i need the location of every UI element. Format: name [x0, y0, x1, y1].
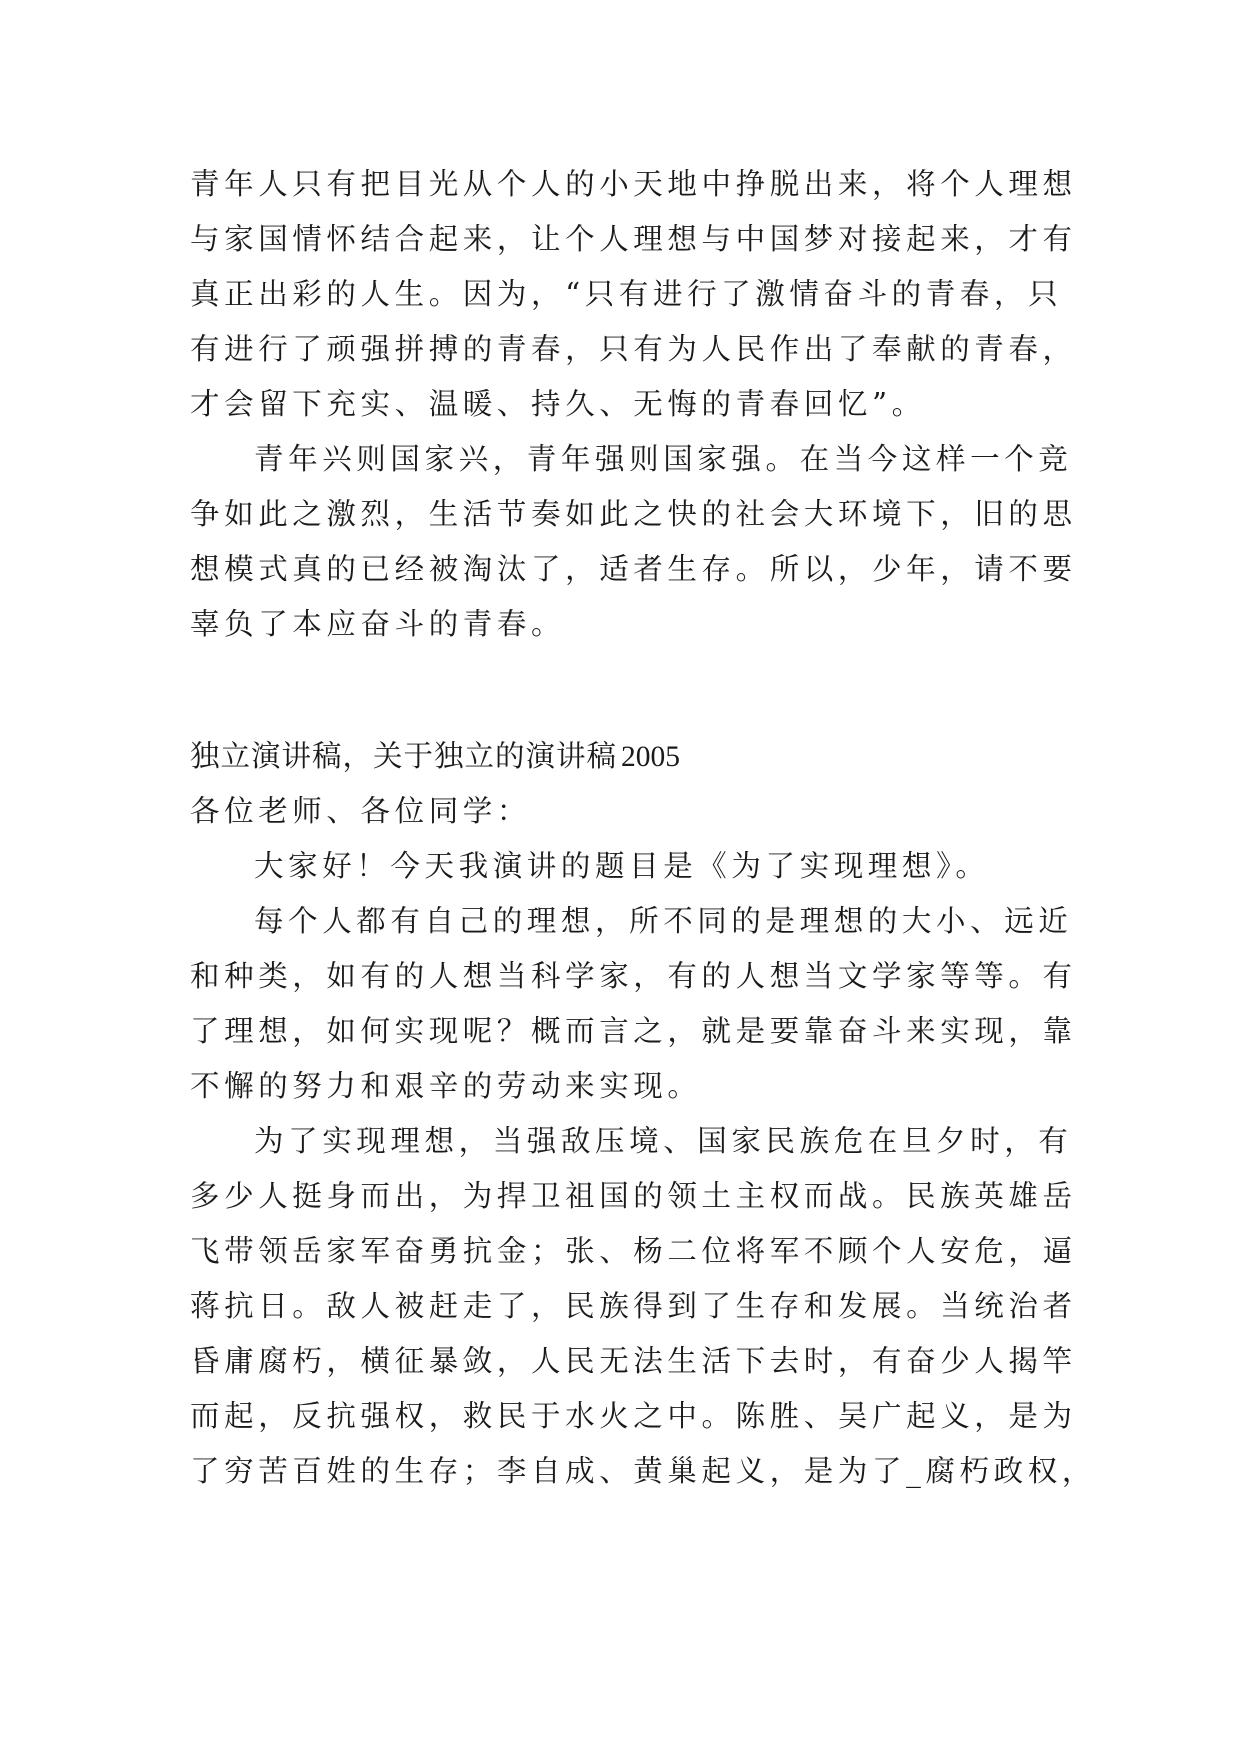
paragraph-line: 青年兴则国家兴，青年强则国家强。在当今这样一个竞 [254, 442, 1073, 476]
salutation: 各位老师、各位同学： [190, 794, 532, 828]
section-title-text: 独立演讲稿，关于独立的演讲稿 [190, 739, 618, 773]
paragraph-line: 昏庸腐朽，横征暴敛，人民无法生活下去时，有奋少人揭竿 [190, 1344, 1077, 1378]
paragraph-line: 想模式真的已经被淘汰了，适者生存。所以，少年，请不要 [190, 552, 1077, 586]
paragraph-line: 和种类，如有的人想当科学家，有的人想当文学家等等。有 [190, 959, 1077, 993]
paragraph-line: 为了实现理想，当强敌压境、国家民族危在旦夕时，有 [254, 1124, 1073, 1158]
paragraph-line: 真正出彩的人生。因为，“只有进行了激情奋斗的青春，只 [190, 277, 1063, 311]
section-title-year: 2005 [621, 741, 681, 773]
paragraph-line: 了理想，如何实现呢？概而言之，就是要靠奋斗来实现，靠 [190, 1014, 1077, 1048]
paragraph-line: 辜负了本应奋斗的青春。 [190, 607, 566, 641]
paragraph-line: 每个人都有自己的理想，所不同的是理想的大小、远近 [254, 904, 1073, 938]
paragraph-line: 多少人挺身而出，为捍卫祖国的领土主权而战。民族英雄岳 [190, 1179, 1077, 1213]
paragraph-line: 有进行了顽强拼搏的青春，只有为人民作出了奉献的青春， [190, 332, 1077, 366]
paragraph-line: 大家好！今天我演讲的题目是《为了实现理想》。 [254, 849, 990, 883]
paragraph-line: 飞带领岳家军奋勇抗金；张、杨二位将军不顾个人安危，逼 [190, 1234, 1077, 1268]
paragraph-line: 争如此之激烈，生活节奏如此之快的社会大环境下，旧的思 [190, 497, 1077, 531]
paragraph-line: 而起，反抗强权，救民于水火之中。陈胜、吴广起义，是为 [190, 1399, 1077, 1433]
paragraph-line: 青年人只有把目光从个人的小天地中挣脱出来，将个人理想 [190, 167, 1077, 201]
paragraph-line: 与家国情怀结合起来，让个人理想与中国梦对接起来，才有 [190, 222, 1077, 256]
paragraph-line: 不懈的努力和艰辛的劳动来实现。 [190, 1069, 702, 1103]
paragraph-line: 了穷苦百姓的生存；李自成、黄巢起义，是为了_腐朽政权， [190, 1454, 1096, 1488]
paragraph-line: 蒋抗日。敌人被赶走了，民族得到了生存和发展。当统治者 [190, 1289, 1077, 1323]
paragraph-line: 才会留下充实、温暖、持久、无悔的青春回忆”。 [190, 387, 926, 421]
section-title [190, 739, 680, 774]
